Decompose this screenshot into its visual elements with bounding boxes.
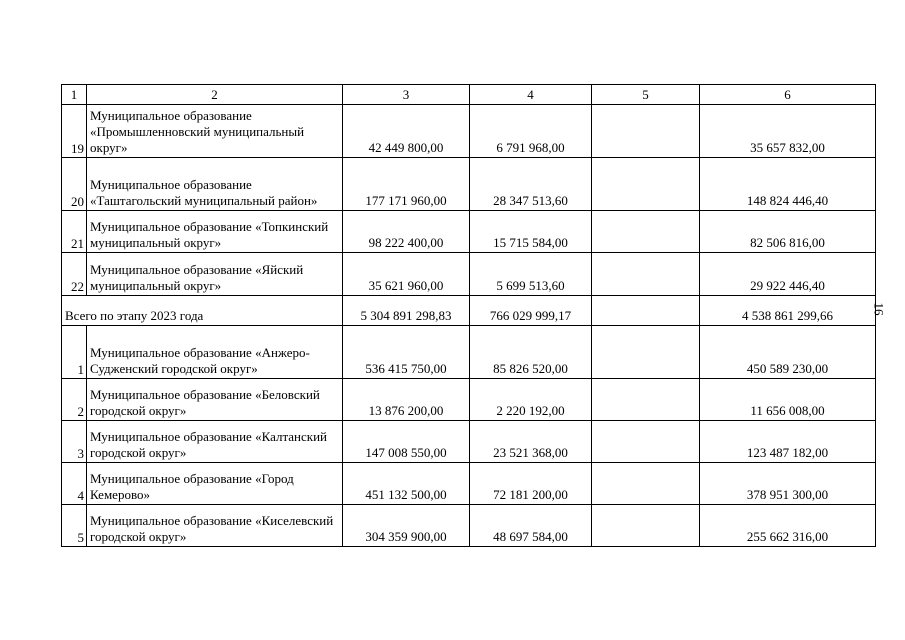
amount-col4: 2 220 192,00 [470, 379, 592, 421]
municipality-name: Муниципальное образование «Беловский городской округ» [87, 379, 343, 421]
table-row [62, 463, 876, 505]
amount-col6: 123 487 182,00 [700, 421, 876, 463]
row-number: 2 [62, 379, 87, 421]
municipality-name: Муниципальное образование «Промышленновский муниципальный округ» [87, 105, 343, 158]
budget-table [61, 84, 876, 547]
amount-col3: 451 132 500,00 [343, 463, 470, 505]
table-row [62, 379, 876, 421]
amount-col4: 72 181 200,00 [470, 463, 592, 505]
table-row [62, 326, 876, 379]
header-cell: 2 [87, 85, 343, 105]
amount-col6: 82 506 816,00 [700, 211, 876, 253]
amount-col6: 255 662 316,00 [700, 505, 876, 547]
amount-col4: 5 699 513,60 [470, 253, 592, 296]
amount-col5 [592, 379, 700, 421]
amount-col5 [592, 326, 700, 379]
header-cell: 3 [343, 85, 470, 105]
row-number: 5 [62, 505, 87, 547]
total-row [62, 296, 876, 326]
municipality-name: Муниципальное образование «Яйский муниципальный округ» [87, 253, 343, 296]
amount-col3: 177 171 960,00 [343, 158, 470, 211]
amount-col4: 48 697 584,00 [470, 505, 592, 547]
amount-col4: 23 521 368,00 [470, 421, 592, 463]
row-number: 21 [62, 211, 87, 253]
total-col3: 5 304 891 298,83 [343, 296, 470, 326]
row-number: 20 [62, 158, 87, 211]
row-number: 1 [62, 326, 87, 379]
header-cell: 6 [700, 85, 876, 105]
amount-col5 [592, 158, 700, 211]
amount-col3: 304 359 900,00 [343, 505, 470, 547]
amount-col3: 98 222 400,00 [343, 211, 470, 253]
table-row [62, 253, 876, 296]
page-number: 16 [871, 302, 887, 316]
total-col6: 4 538 861 299,66 [700, 296, 876, 326]
municipality-name: Муниципальное образование «Топкинский муниципальный округ» [87, 211, 343, 253]
amount-col4: 6 791 968,00 [470, 105, 592, 158]
amount-col5 [592, 253, 700, 296]
row-number: 4 [62, 463, 87, 505]
amount-col3: 35 621 960,00 [343, 253, 470, 296]
amount-col6: 450 589 230,00 [700, 326, 876, 379]
amount-col4: 28 347 513,60 [470, 158, 592, 211]
row-number: 22 [62, 253, 87, 296]
table-row [62, 505, 876, 547]
row-number: 3 [62, 421, 87, 463]
amount-col6: 11 656 008,00 [700, 379, 876, 421]
header-cell: 1 [62, 85, 87, 105]
header-cell: 5 [592, 85, 700, 105]
amount-col4: 15 715 584,00 [470, 211, 592, 253]
municipality-name: Муниципальное образование «Анжеро-Судженский городской округ» [87, 326, 343, 379]
total-col4: 766 029 999,17 [470, 296, 592, 326]
amount-col4: 85 826 520,00 [470, 326, 592, 379]
municipality-name: Муниципальное образование «Город Кемерово» [87, 463, 343, 505]
municipality-name: Муниципальное образование «Киселевский городской округ» [87, 505, 343, 547]
municipality-name: Муниципальное образование «Калтанский городской округ» [87, 421, 343, 463]
amount-col6: 378 951 300,00 [700, 463, 876, 505]
header-cell: 4 [470, 85, 592, 105]
amount-col5 [592, 105, 700, 158]
amount-col5 [592, 505, 700, 547]
table-row [62, 158, 876, 211]
table-row [62, 105, 876, 158]
amount-col6: 148 824 446,40 [700, 158, 876, 211]
table-header-row [62, 85, 876, 105]
total-col5 [592, 296, 700, 326]
amount-col6: 29 922 446,40 [700, 253, 876, 296]
total-label: Всего по этапу 2023 года [62, 296, 343, 326]
amount-col3: 13 876 200,00 [343, 379, 470, 421]
amount-col6: 35 657 832,00 [700, 105, 876, 158]
amount-col5 [592, 463, 700, 505]
amount-col3: 42 449 800,00 [343, 105, 470, 158]
municipality-name: Муниципальное образование «Таштагольский муниципальный район» [87, 158, 343, 211]
amount-col3: 147 008 550,00 [343, 421, 470, 463]
row-number: 19 [62, 105, 87, 158]
table-row [62, 421, 876, 463]
amount-col5 [592, 421, 700, 463]
table-row [62, 211, 876, 253]
amount-col3: 536 415 750,00 [343, 326, 470, 379]
amount-col5 [592, 211, 700, 253]
